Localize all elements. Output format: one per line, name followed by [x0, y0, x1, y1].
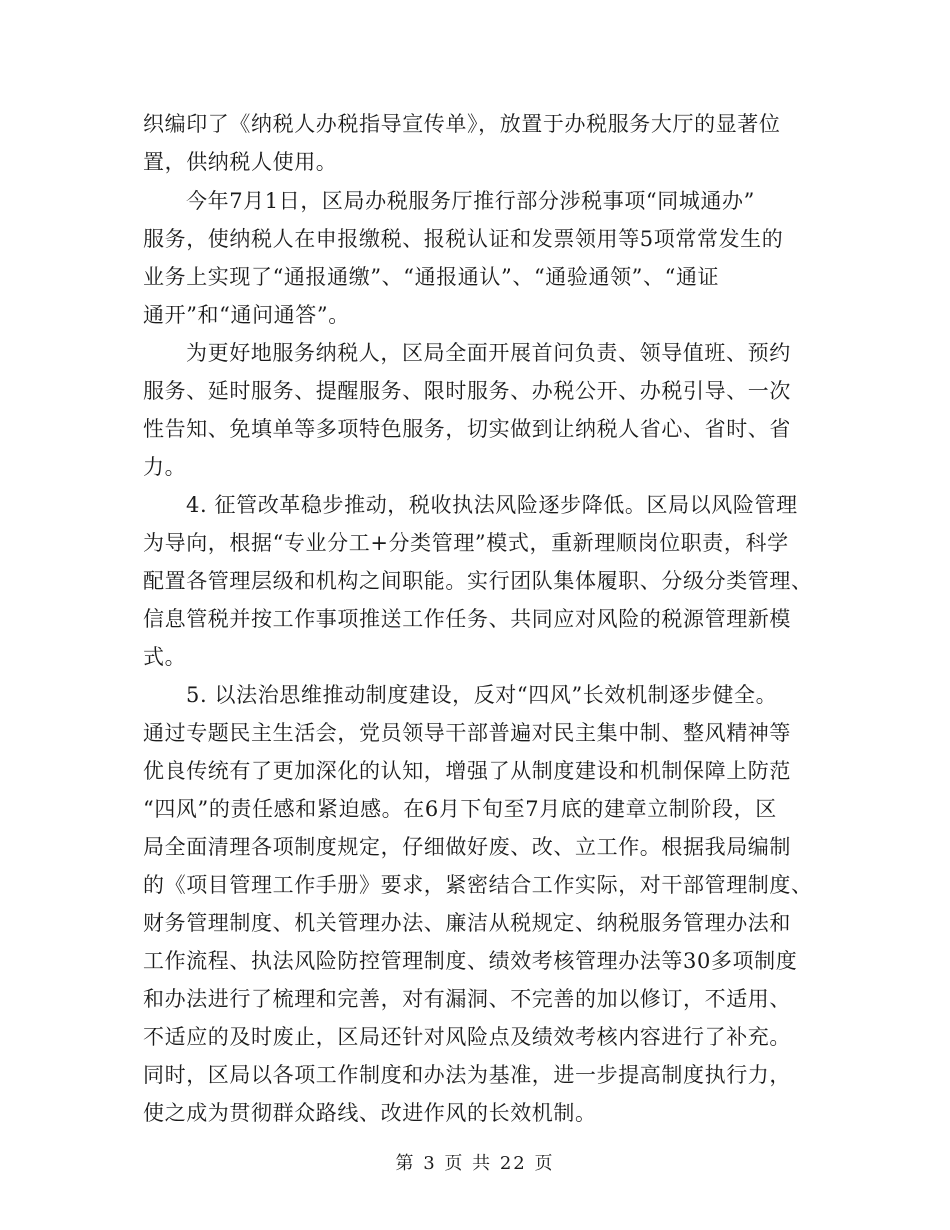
text-line: 力。 — [143, 455, 187, 479]
text-line: 的《项目管理工作手册》要求，紧密结合工作实际，对干部管理制度、 — [143, 873, 813, 897]
text-line: 业务上实现了“通报通缴”、“通报通认”、“通验通领”、“通证 — [143, 265, 720, 289]
text-line: 局全面清理各项制度规定，仔细做好废、改、立工作。根据我局编制 — [143, 835, 791, 859]
text-line: “四风”的责任感和紧迫感。在6月下旬至7月底的建章立制阶段，区 — [143, 797, 777, 821]
text-line: 通开”和“通问通答”。 — [143, 303, 350, 327]
text-line: 工作流程、执法风险防控管理制度、绩效考核管理办法等30多项制度 — [143, 949, 798, 973]
text-line: 织编印了《纳税人办税指导宣传单》，放置于办税服务大厅的显著位 — [143, 112, 781, 136]
text-line: 财务管理制度、机关管理办法、廉洁从税规定、纳税服务管理办法和 — [143, 911, 791, 935]
text-line: 4. 征管改革稳步推动，税收执法风险逐步降低。区局以风险管理 — [186, 493, 798, 517]
text-line: 信息管税并按工作事项推送工作任务、共同应对风险的税源管理新模 — [143, 607, 791, 631]
text-line: 为更好地服务纳税人，区局全面开展首问负责、领导值班、预约 — [186, 341, 791, 365]
text-line: 通过专题民主生活会，党员领导干部普遍对民主集中制、整风精神等 — [143, 721, 791, 745]
page-number-footer: 第 3 页 共 22 页 — [395, 1153, 555, 1174]
text-line: 置，供纳税人使用。 — [143, 150, 338, 174]
text-line: 和办法进行了梳理和完善，对有漏洞、不完善的加以修订，不适用、 — [143, 987, 791, 1011]
text-line: 服务，使纳税人在申报缴税、报税认证和发票领用等5项常常发生的 — [143, 227, 784, 251]
text-line: 性告知、免填单等多项特色服务，切实做到让纳税人省心、省时、省 — [143, 417, 791, 441]
text-line: 今年7月1日，区局办税服务厅推行部分涉税事项“同城通办” — [186, 189, 755, 213]
text-line: 同时，区局以各项工作制度和办法为基准，进一步提高制度执行力， — [143, 1063, 791, 1087]
text-line: 不适应的及时废止，区局还针对风险点及绩效考核内容进行了补充。 — [143, 1025, 791, 1049]
text-line: 5. 以法治思维推动制度建设，反对“四风”长效机制逐步健全。 — [186, 683, 778, 707]
text-line: 配置各管理层级和机构之间职能。实行团队集体履职、分级分类管理、 — [143, 569, 813, 593]
text-line: 式。 — [143, 645, 187, 669]
text-line: 为导向，根据“专业分工+分类管理”模式，重新理顺岗位职责，科学 — [143, 531, 789, 555]
text-line: 服务、延时服务、提醒服务、限时服务、办税公开、办税引导、一次 — [143, 379, 791, 403]
text-line: 使之成为贯彻群众路线、改进作风的长效机制。 — [143, 1101, 597, 1125]
text-line: 优良传统有了更加深化的认知，增强了从制度建设和机制保障上防范 — [143, 759, 791, 783]
